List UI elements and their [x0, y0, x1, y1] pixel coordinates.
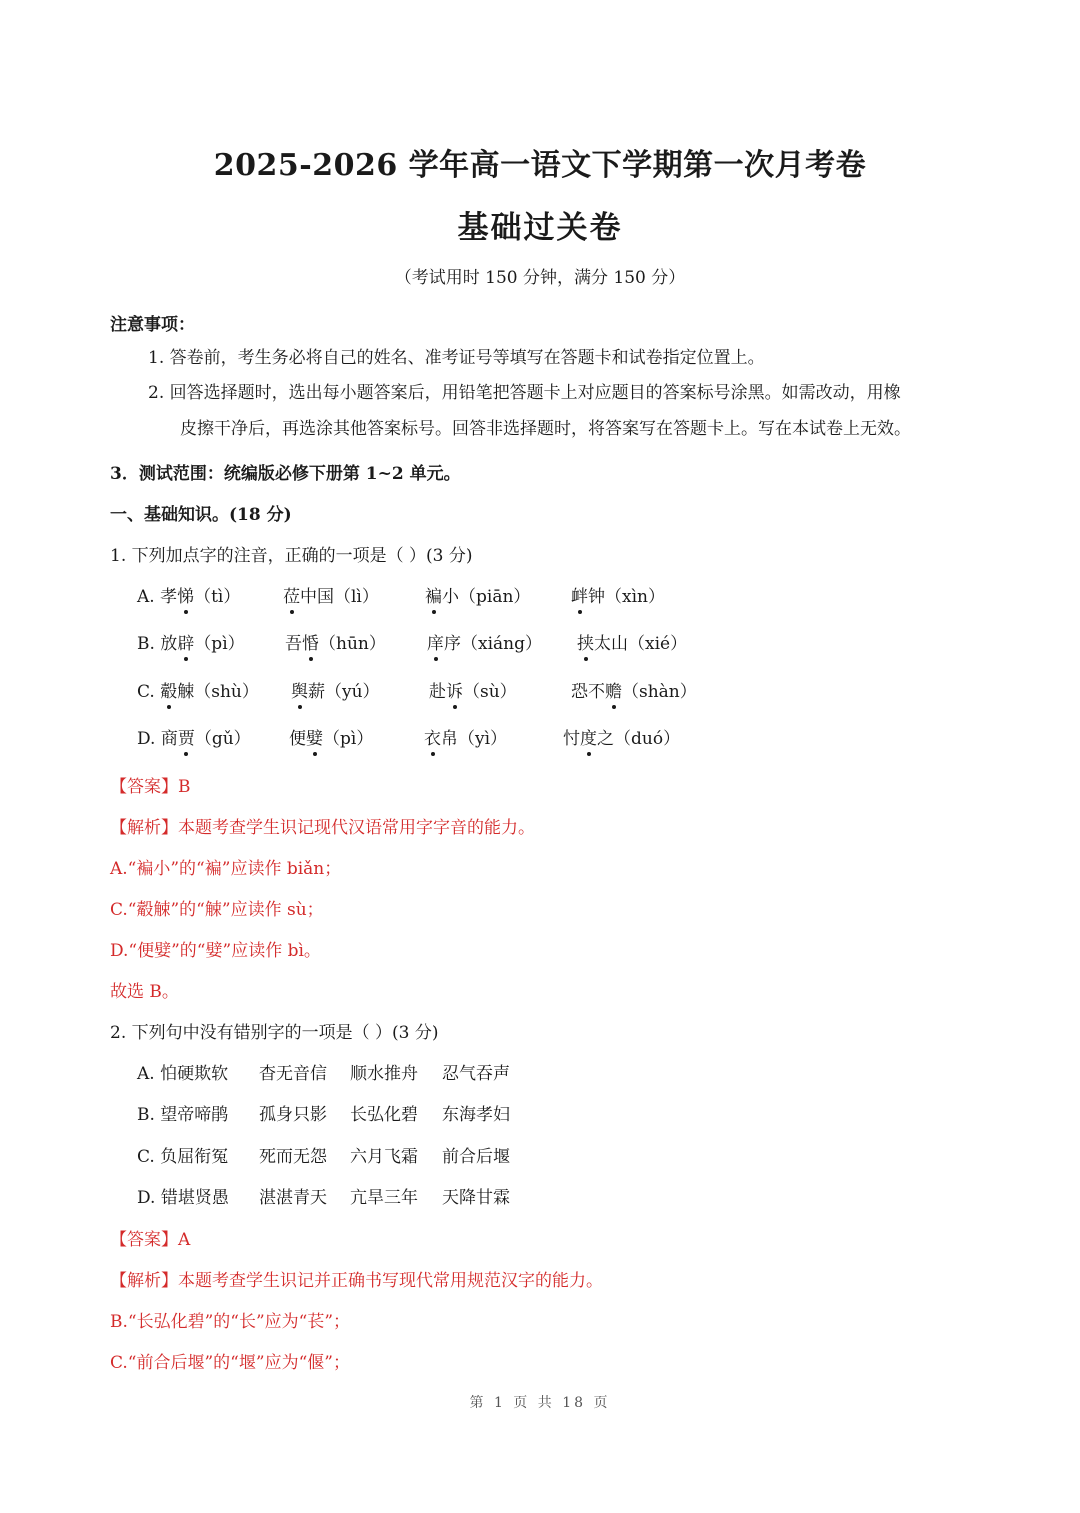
dotted-char: 莅: [283, 582, 300, 607]
option-item: 衅钟（xìn）: [571, 582, 665, 607]
notice-heading: 注意事项：: [110, 315, 195, 335]
question-2-stem: 2. 下列句中没有错别字的一项是（ ）(3 分): [110, 1023, 439, 1043]
exam-subtitle: 基础过关卷: [457, 210, 623, 246]
option-item: 亢旱三年: [350, 1188, 418, 1208]
dotted-char: 度: [580, 724, 597, 749]
option-item: 舆薪（yú）: [291, 677, 380, 702]
question-1-answer: 【答案】B: [110, 777, 191, 797]
option-item: 褊小（piān）: [425, 582, 530, 607]
dotted-char: 辟: [177, 629, 194, 654]
dotted-char: 贾: [178, 724, 195, 749]
option-item: 挟太山（xié）: [577, 629, 687, 654]
option-item: A. 孝悌（tì）: [137, 582, 240, 607]
dotted-char: 衣: [424, 724, 441, 749]
question-2-note: B.“长弘化碧”的“长”应为“苌”；: [110, 1312, 351, 1332]
notice-item-1: 1. 答卷前，考生务必将自己的姓名、准考证号等填写在答题卡和试卷指定位置上。: [148, 348, 765, 368]
option-item: 吾惛（hūn）: [285, 629, 386, 654]
dotted-char: 嬖: [306, 724, 323, 749]
dotted-char: 赡: [605, 677, 622, 702]
option-item: B. 望帝啼鹃: [137, 1105, 229, 1125]
section-heading: 一、基础知识。(18 分): [110, 505, 292, 525]
option-item: 前合后堰: [442, 1147, 510, 1167]
question-1-note: D.“便嬖”的“嬖”应读作 bì。: [110, 941, 321, 961]
dotted-char: 庠: [427, 629, 444, 654]
option-item: B. 放辟（pì）: [137, 629, 245, 654]
question-2-note: C.“前合后堰”的“堰”应为“偃”；: [110, 1353, 350, 1373]
question-1-analysis: 【解析】本题考查学生识记现代汉语常用字字音的能力。: [110, 818, 535, 838]
dotted-char: 褊: [425, 582, 442, 607]
dotted-char: 诉: [446, 677, 463, 702]
question-2-analysis: 【解析】本题考查学生识记并正确书写现代常用规范汉字的能力。: [110, 1271, 603, 1291]
dotted-char: 挟: [577, 629, 594, 654]
question-1-note: A.“褊小”的“褊”应读作 biǎn；: [110, 859, 342, 879]
option-item: C. 觳觫（shù）: [137, 677, 259, 702]
option-item: 便嬖（pì）: [289, 724, 373, 749]
question-1-conclusion: 故选 B。: [110, 982, 179, 1002]
dotted-char: 觳: [160, 677, 177, 702]
option-item: 忍气吞声: [442, 1064, 510, 1084]
option-item: 忖度之（duó）: [563, 724, 680, 749]
question-1-stem: 1. 下列加点字的注音，正确的一项是（ ）(3 分): [110, 546, 473, 566]
option-item: 东海孝妇: [442, 1105, 510, 1125]
exam-time-note: （考试用时 150 分钟，满分 150 分）: [394, 268, 686, 288]
dotted-char: 衅: [571, 582, 588, 607]
notice-item-2-line-1: 2. 回答选择题时，选出每小题答案后，用铅笔把答题卡上对应题目的答案标号涂黑。如需改动，用橡: [148, 383, 901, 403]
option-item: 长弘化碧: [350, 1105, 418, 1125]
option-item: 六月飞霜: [350, 1147, 418, 1167]
option-item: 恐不赡（shàn）: [571, 677, 697, 702]
option-item: 杳无音信: [259, 1064, 327, 1084]
dotted-char: 舆: [291, 677, 308, 702]
option-item: 死而无怨: [259, 1147, 327, 1167]
option-item: 湛湛青天: [259, 1188, 327, 1208]
option-item: 衣帛（yì）: [424, 724, 507, 749]
option-item: D. 错堪贤愚: [137, 1188, 229, 1208]
option-item: 孤身只影: [259, 1105, 327, 1125]
page-number: 第 1 页 共 18 页: [469, 1395, 611, 1411]
dotted-char: 惛: [302, 629, 319, 654]
option-item: A. 怕硬欺软: [137, 1064, 229, 1084]
exam-title: 2025-2026 学年高一语文下学期第一次月考卷: [213, 148, 867, 183]
option-item: 天降甘霖: [442, 1188, 510, 1208]
option-item: 庠序（xiáng）: [427, 629, 542, 654]
notice-item-3: 3．测试范围：统编版必修下册第 1~2 单元。: [110, 464, 461, 484]
dotted-char: 悌: [177, 582, 194, 607]
option-item: 莅中国（lì）: [283, 582, 379, 607]
notice-item-2-line-2: 皮擦干净后，再选涂其他答案标号。回答非选择题时，将答案写在答题卡上。写在本试卷上无效。: [180, 419, 911, 439]
option-item: 赴诉（sù）: [429, 677, 517, 702]
question-2-answer: 【答案】A: [110, 1230, 191, 1250]
option-item: C. 负屈衔冤: [137, 1147, 229, 1167]
option-item: 顺水推舟: [350, 1064, 418, 1084]
question-1-note: C.“觳觫”的“觫”应读作 sù；: [110, 900, 324, 920]
option-item: D. 商贾（gǔ）: [137, 724, 251, 749]
